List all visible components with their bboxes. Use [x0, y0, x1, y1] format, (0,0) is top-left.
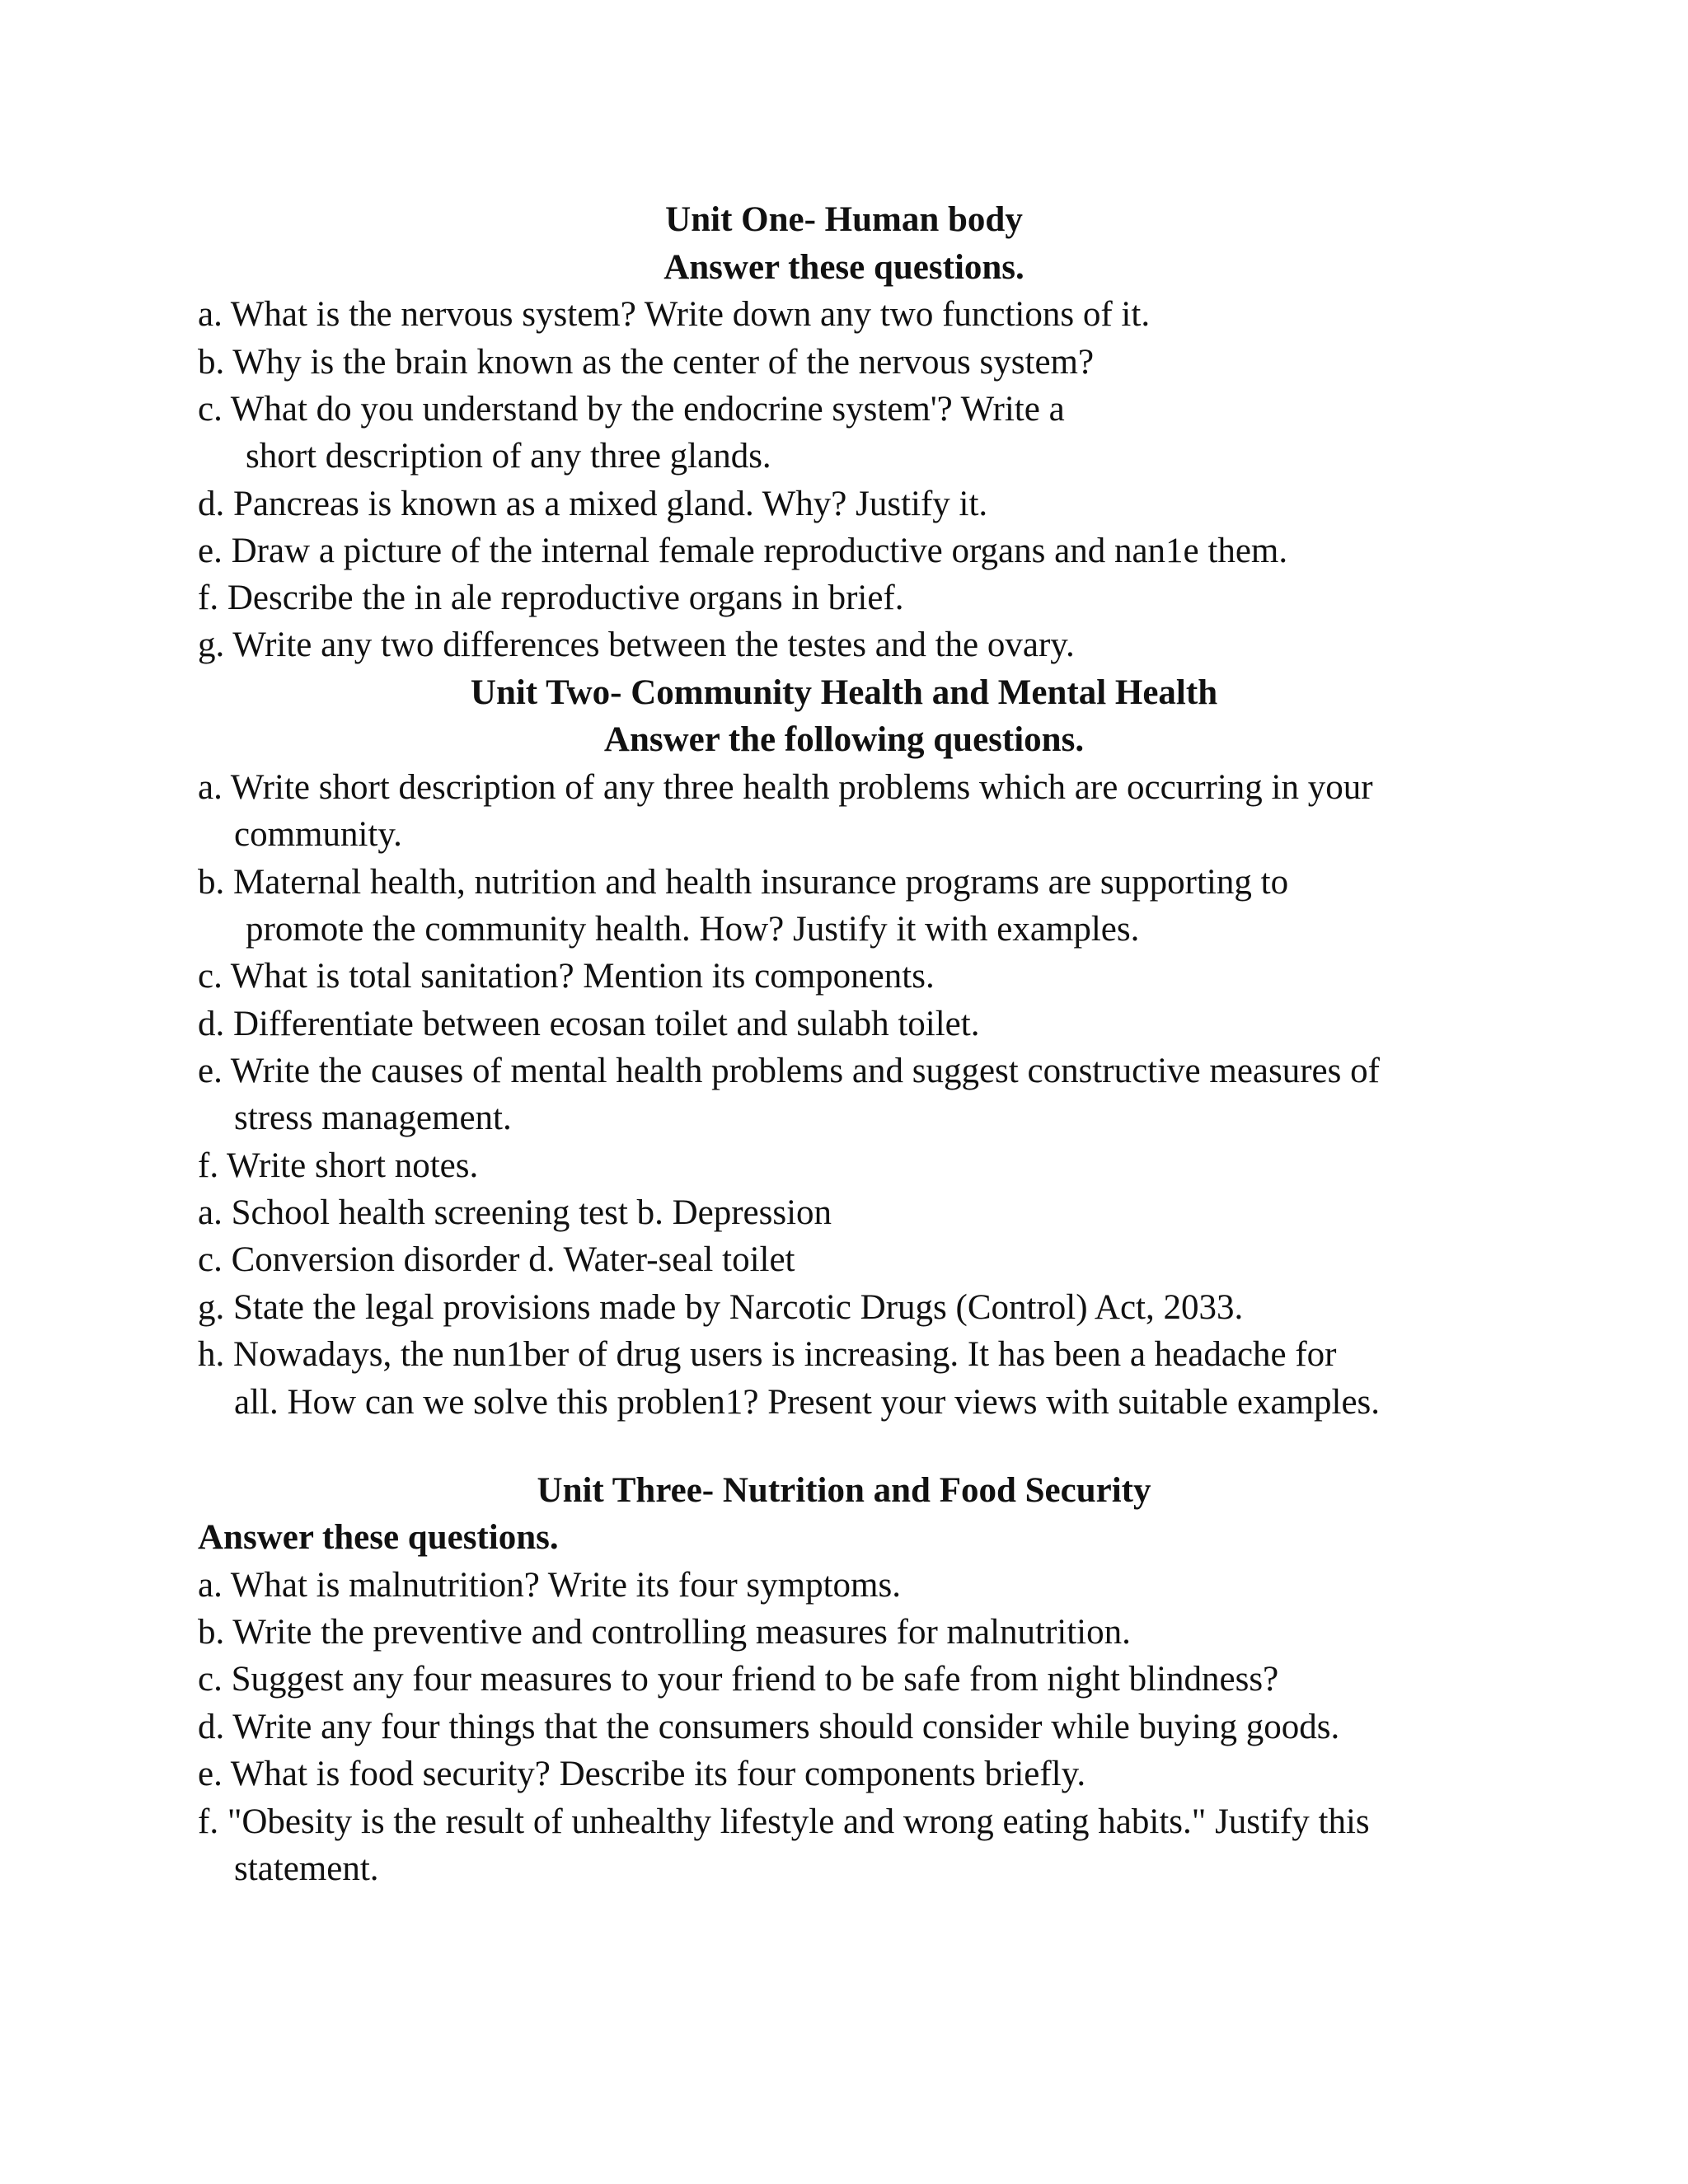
unit-one-instruction: Answer these questions. — [663, 248, 1025, 287]
question-line-continuation: promote the community health. How? Justify it with examples. — [246, 910, 1140, 949]
question-line: f. Write short notes. — [198, 1146, 479, 1185]
question-line: e. Write the causes of mental health problems and suggest constructive measures of — [198, 1052, 1380, 1090]
unit-two-instruction: Answer the following questions. — [603, 720, 1085, 759]
short-note-line: a. School health screening test b. Depression — [198, 1193, 832, 1232]
question-line: e. Draw a picture of the internal female reproductive organs and nan1e them. — [198, 532, 1288, 570]
question-line: c. What is total sanitation? Mention its components. — [198, 957, 935, 996]
question-line: b. Why is the brain known as the center of the nervous system? — [198, 343, 1095, 382]
question-line-continuation: statement. — [234, 1849, 379, 1888]
question-line: b. Maternal health, nutrition and health insurance programs are supporting to — [198, 863, 1289, 902]
question-line-continuation: stress management. — [234, 1099, 512, 1137]
question-line: d. Differentiate between ecosan toilet and sulabh toilet. — [198, 1005, 980, 1043]
question-line: a. Write short description of any three health problems which are occurring in your — [198, 768, 1373, 807]
question-line: d. Write any four things that the consumers should consider while buying goods. — [198, 1708, 1340, 1746]
question-line: f. Describe the in ale reproductive organs in brief. — [198, 579, 904, 617]
question-line: g. Write any two differences between the testes and the ovary. — [198, 626, 1075, 664]
question-line: c. Suggest any four measures to your friend to be safe from night blindness? — [198, 1660, 1279, 1699]
question-line-continuation: community. — [234, 815, 402, 854]
question-line: g. State the legal provisions made by Narcotic Drugs (Control) Act, 2033. — [198, 1288, 1244, 1327]
short-note-line: c. Conversion disorder d. Water-seal toilet — [198, 1240, 795, 1279]
question-line-continuation: short description of any three glands. — [246, 437, 771, 476]
question-line-continuation: all. How can we solve this problen1? Present your views with suitable examples. — [234, 1383, 1381, 1422]
question-line: h. Nowadays, the nun1ber of drug users is increasing. It has been a headache for — [198, 1335, 1337, 1374]
question-line: e. What is food security? Describe its four components briefly. — [198, 1755, 1086, 1793]
question-line: b. Write the preventive and controlling measures for malnutrition. — [198, 1613, 1131, 1652]
question-line: f. "Obesity is the result of unhealthy lifestyle and wrong eating habits." Justify this — [198, 1802, 1370, 1841]
unit-three-title: Unit Three- Nutrition and Food Security — [537, 1471, 1151, 1510]
question-line: a. What is malnutrition? Write its four symptoms. — [198, 1566, 901, 1605]
question-line: d. Pancreas is known as a mixed gland. Why? Justify it. — [198, 485, 988, 523]
unit-two-title: Unit Two- Community Health and Mental Health — [470, 673, 1218, 712]
question-line: a. What is the nervous system? Write down any two functions of it. — [198, 295, 1151, 334]
unit-three-instruction: Answer these questions. — [198, 1518, 559, 1557]
question-line: c. What do you understand by the endocrine system'? Write a — [198, 390, 1065, 429]
unit-one-title: Unit One- Human body — [665, 200, 1023, 239]
